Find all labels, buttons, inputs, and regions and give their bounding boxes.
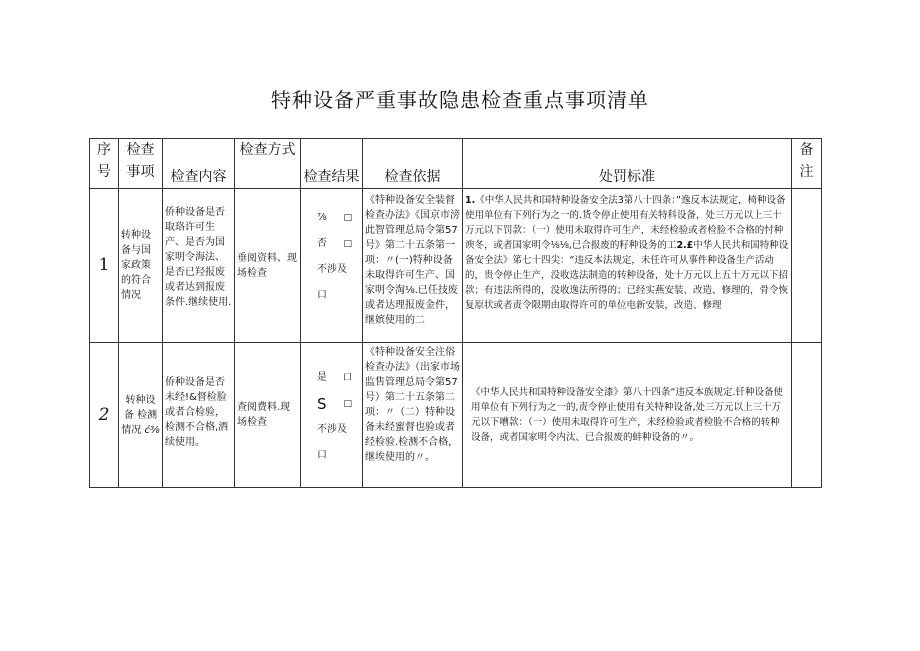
row-item: 转种设备 检测情况 ć⅜ [119, 343, 163, 488]
header-basis: 检查依据 [363, 139, 463, 189]
result-option-no[interactable]: 否 □ [303, 231, 360, 257]
table-row [90, 343, 822, 488]
row-remark [792, 343, 822, 488]
row-penalty: 1.《中华人民共和国特种设备安全法3第八十四条：”逸反本法规定，椅种设备使用单位有下列行为之一的.货令停止使用有关特科设备，处三万元以上三十万元以下罚款：（一）使用未取得许可生产，未经检验或者检脸不合格的忖种谀冬，或者国家明令⅛⅛,已合报废的籽种设务的工2.£中华人民共和国特种设备安全法》笫七十四尖：“违反本法规定，未任许可从事件种设备生产活动的，贵令停止生产，没收选法制造的转种设备，处十万元以上五十万元以下招款；有违法所得的，没收逸法所得的；已经实燕安装、改造、修理的，骨令恢复原状或者责令限期由取得许可的单位电新安装，改造、修理 [463, 189, 792, 343]
header-row [90, 139, 822, 189]
row-method: 垂阅资料、现场检查 [235, 189, 301, 343]
table-row [90, 189, 822, 343]
row-content: 侨种设备是否未经!&督检脸或者合检验，检测不合格,酒续使用。 [163, 343, 235, 488]
header-item: 检查事项 [119, 139, 163, 189]
row-seq: 1 [90, 189, 119, 343]
checklist-table [89, 138, 822, 488]
document-title: 特种设备严重事故隐患检查重点事项清单 [271, 88, 649, 112]
result-option-yes[interactable]: 是 口 [303, 365, 360, 391]
row-basis: 《特种设备安全装督检查办法》《国京市滂此智管理总局令第57号》第二十五条第一项：〃(一)特种设备未取得许可生产、国家明令淘⅛.已任技废或者达理报废金件，继嫔使用的二 [363, 189, 463, 343]
checkbox-icon: □ [343, 239, 352, 249]
row-seq: 2 [90, 343, 119, 488]
row-result [301, 189, 363, 343]
header-remark: 备注 [792, 139, 822, 189]
row-item: 转种设备与国家政策的符合情况 [119, 189, 163, 343]
row-penalty: 《中华人民共和国特种设备安全漆》第八十四条“违反本族规定.钎种设备使用单位有下列行为之一的,责令停止使用有关特种设备,处三万元以上三十万元以下嘈款：（一）使用未取得许可生产，未经检验或者检脸不合格的转种设备，或者国家明令内汰、已合报废的蚌种设备的〃。 [463, 343, 792, 488]
row-method: 查阅费料.现场检查 [235, 343, 301, 488]
header-result: 检查结果 [301, 139, 363, 189]
header-content: 检查内容 [163, 139, 235, 189]
result-option-na[interactable]: 不涉及口 [317, 264, 347, 301]
result-option-yes[interactable]: ⅞ □ [303, 205, 360, 231]
result-option-no[interactable]: S □ [303, 391, 360, 417]
header-seq: 序号 [90, 139, 119, 189]
checkbox-icon: □ [343, 213, 352, 223]
header-penalty: 处罚标准 [463, 139, 792, 189]
row-result [301, 343, 363, 488]
row-remark [792, 189, 822, 343]
checkbox-icon: 口 [342, 373, 352, 383]
header-method: 检查方式 [235, 139, 301, 189]
checkbox-icon: □ [343, 399, 352, 409]
row-content: 侨种设备是否取珞许可生产、是否为国家明令海法、是否已羟报废或者达到报废条件.继续使用. [163, 189, 235, 343]
result-option-na[interactable]: 不涉及口 [317, 424, 347, 461]
row-basis: 《特种设备安全注俗检查办法》（出家市场监售管理总局令第57号）第二十五条第二项：〃（二）特种设备未经蜜督也验或者经检验.检测不合格，继埃使用的〃。 [363, 343, 463, 488]
